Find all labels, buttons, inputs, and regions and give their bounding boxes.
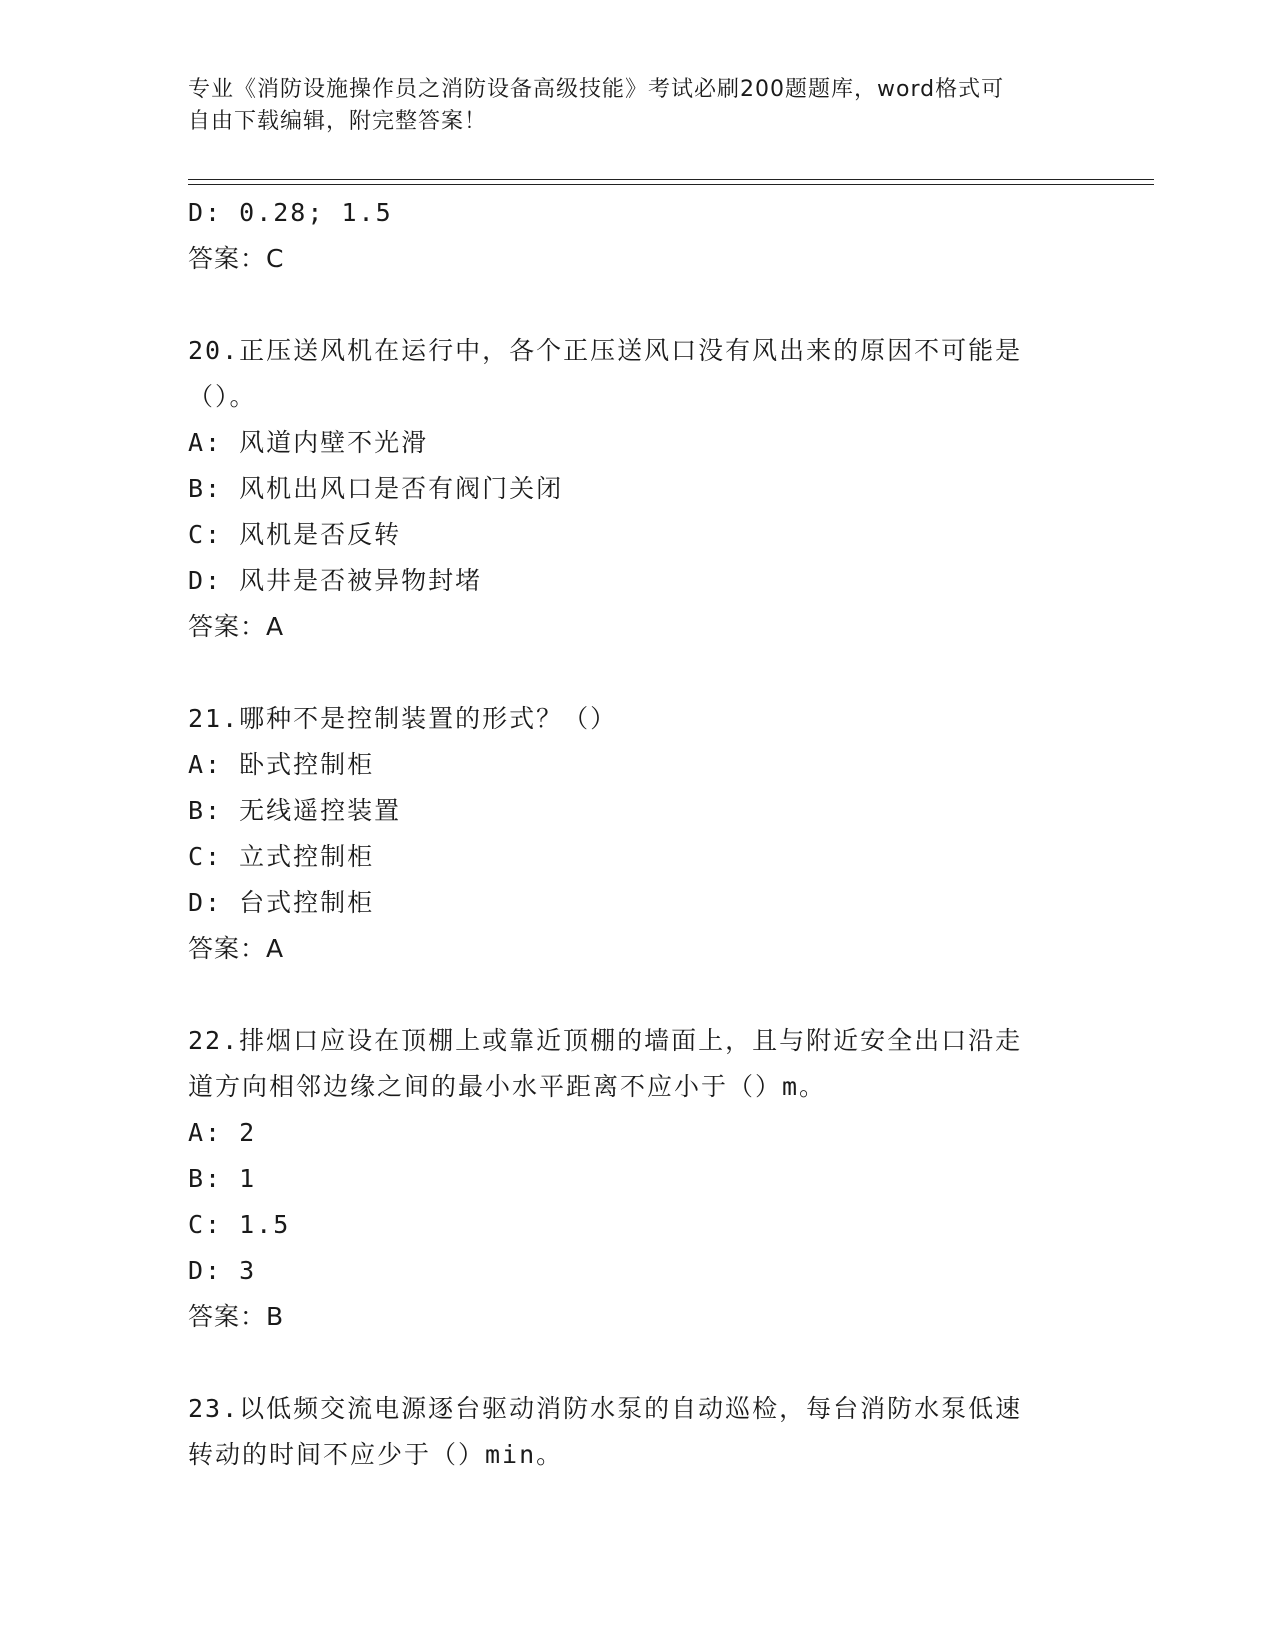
question-19-tail: [188, 190, 1088, 282]
question-22: [188, 1018, 1088, 1340]
question-stem-continued: 道方向相邻边缘之间的最小水平距离不应小于（）m。: [188, 1072, 827, 1101]
question-stem: 22.排烟口应设在顶棚上或靠近顶棚的墙面上，且与附近安全出口沿走: [188, 1026, 1023, 1055]
option-b: B: 1: [188, 1164, 257, 1193]
header-title-line2: 自由下载编辑，附完整答案！: [188, 109, 488, 134]
question-stem: 20.正压送风机在运行中，各个正压送风口没有风出来的原因不可能是: [188, 336, 1023, 365]
option-d: D: 0.28; 1.5: [188, 198, 393, 227]
question-23: [188, 1386, 1088, 1478]
option-d: D: 台式控制柜: [188, 888, 375, 917]
option-a: A: 2: [188, 1118, 257, 1147]
option-a: A: 风道内壁不光滑: [188, 428, 429, 457]
option-d: D: 3: [188, 1256, 257, 1285]
option-b: B: 风机出风口是否有阀门关闭: [188, 474, 564, 503]
question-stem: 23.以低频交流电源逐台驱动消防水泵的自动巡检，每台消防水泵低速: [188, 1394, 1023, 1423]
answer-label: 答案：A: [188, 612, 285, 641]
question-20: [188, 328, 1088, 650]
option-a: A: 卧式控制柜: [188, 750, 375, 779]
option-d: D: 风井是否被异物封堵: [188, 566, 483, 595]
question-stem: 21.哪种不是控制装置的形式？（）: [188, 704, 618, 733]
answer-label: 答案：B: [188, 1302, 285, 1331]
header-divider-top: [188, 179, 1154, 180]
question-stem-continued: （）。: [188, 382, 257, 411]
header-divider-bottom: [188, 184, 1154, 185]
question-list: [188, 190, 1088, 1478]
option-c: C: 1.5: [188, 1210, 291, 1239]
option-c: C: 风机是否反转: [188, 520, 402, 549]
header-title-line1: 专业《消防设施操作员之消防设备高级技能》考试必刷200题题库，word格式可: [188, 77, 1005, 102]
document-header: [188, 74, 1068, 138]
option-c: C: 立式控制柜: [188, 842, 375, 871]
answer-label: 答案：C: [188, 244, 285, 273]
question-21: [188, 696, 1088, 972]
question-stem-continued: 转动的时间不应少于（）min。: [188, 1440, 564, 1469]
answer-label: 答案：A: [188, 934, 285, 963]
option-b: B: 无线遥控装置: [188, 796, 402, 825]
